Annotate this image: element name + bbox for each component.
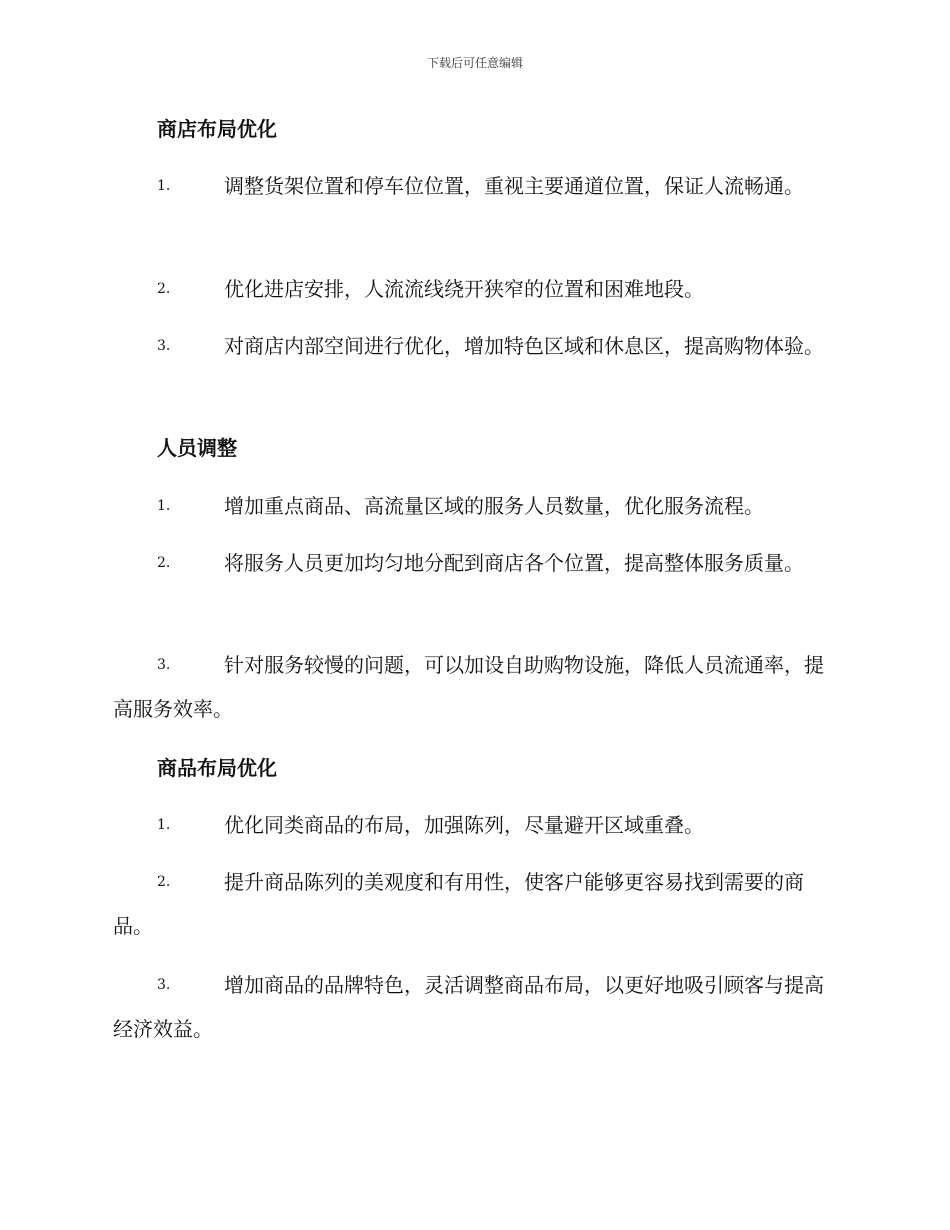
list-item-text: 优化同类商品的布局，加强陈列，尽量避开区域重叠。 — [224, 813, 704, 837]
list-item-number: 2. — [157, 281, 171, 297]
list-item — [113, 803, 835, 847]
section-title-staff-adjustment: 人员调整 — [157, 436, 237, 460]
list-item-number: 3. — [157, 977, 171, 993]
list-item-text: 调整货架位置和停车位位置，重视主要通道位置，保证人流畅通。 — [224, 174, 804, 198]
list-item-text: 增加重点商品、高流量区域的服务人员数量，优化服务流程。 — [224, 494, 764, 518]
list-item-text: 提升商品陈列的美观度和有用性，使客户能够更容易找到需要的商品。 — [113, 870, 804, 938]
list-item-text: 优化进店安排，人流流线绕开狭窄的位置和困难地段。 — [224, 277, 704, 301]
list-item-number: 3. — [157, 338, 171, 354]
list-item — [113, 164, 835, 208]
list-item-number: 2. — [157, 555, 171, 571]
list-item-number: 1. — [157, 498, 171, 514]
list-item — [113, 324, 835, 368]
list-item-number: 1. — [157, 178, 171, 194]
page-header-note: 下载后可任意编辑 — [426, 56, 523, 70]
list-item-text: 对商店内部空间进行优化，增加特色区域和休息区，提高购物体验。 — [224, 334, 824, 358]
list-item — [113, 484, 835, 528]
list-item-number: 3. — [157, 657, 171, 673]
list-item-number: 1. — [157, 817, 171, 833]
list-item — [113, 643, 835, 731]
list-item-number: 2. — [157, 874, 171, 890]
list-item-text: 增加商品的品牌特色，灵活调整商品布局，以更好地吸引顾客与提高经济效益。 — [113, 973, 824, 1041]
list-item-text: 针对服务较慢的问题，可以加设自助购物设施，降低人员流通率，提高服务效率。 — [113, 653, 824, 721]
list-item — [113, 541, 835, 585]
list-item-text: 将服务人员更加均匀地分配到商店各个位置，提高整体服务质量。 — [224, 551, 804, 575]
section-title-product-layout: 商品布局优化 — [157, 756, 277, 780]
section-title-store-layout: 商店布局优化 — [157, 117, 277, 141]
list-item — [113, 963, 835, 1051]
list-item — [113, 267, 835, 311]
list-item — [113, 860, 835, 948]
